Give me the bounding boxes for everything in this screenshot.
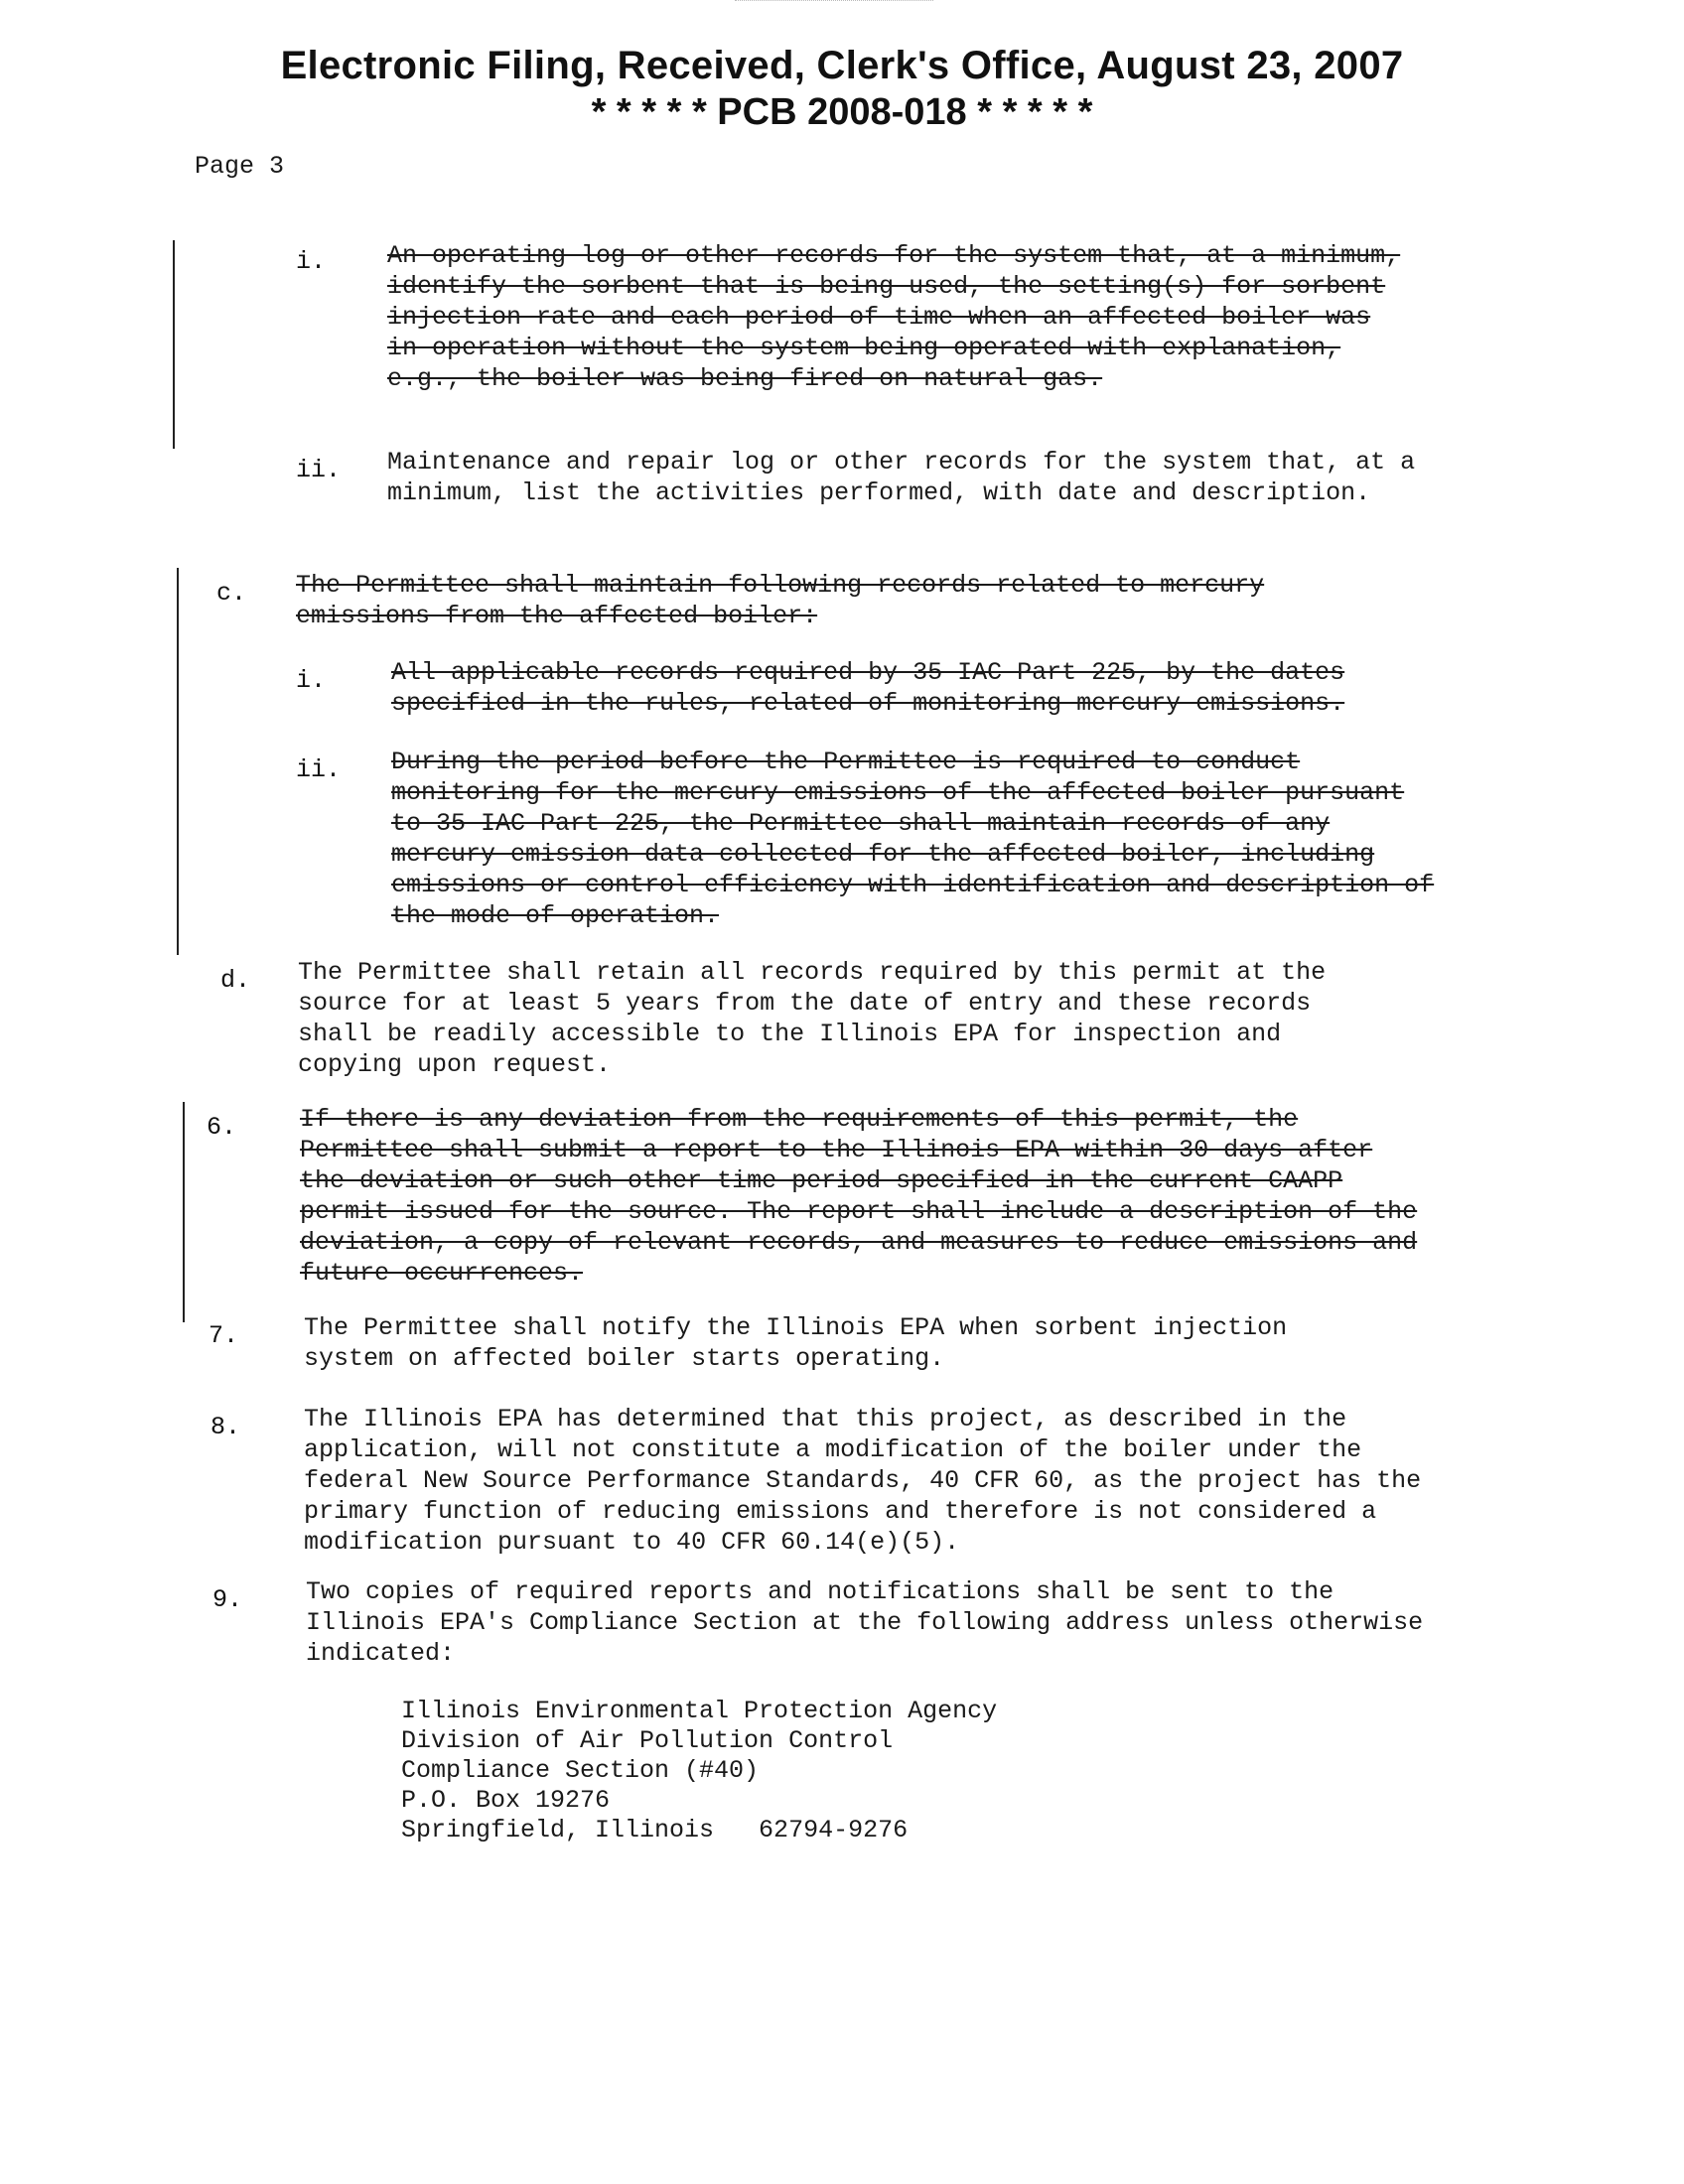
address-line: Illinois Environmental Protection Agency: [401, 1697, 998, 1725]
item-b-ii-text: Maintenance and repair log or other records for the system that, at a minimum, list the activities performed, with date and description.: [387, 448, 1416, 507]
page-label: Page 3: [195, 152, 285, 181]
item-marker: ii.: [296, 456, 342, 484]
item-marker: i.: [296, 247, 327, 276]
item-b-i-text: An operating log or other records for the system that, at a minimum, identify the sorbent that is being used, the setting(s) for sorbent injection rate and each period of time when an affected boiler was in operation without the system being operated with explanation, e.g., the boiler was being fired on natural gas.: [387, 241, 1401, 393]
item-c-ii-text: During the period before the Permittee is required to conduct monitoring for the mercury emissions of the affected boiler pursuant to 35 IAC Part 225, the Permittee shall maintain records of any mercury emission data collected for the affected boiler, including emissions or control efficiency with identification and description of the mode of operation.: [391, 748, 1435, 930]
item-marker: ii.: [296, 755, 342, 784]
address-line: P.O. Box 19276: [401, 1786, 611, 1815]
address-line: Springfield, Illinois 62794-9276: [401, 1816, 909, 1844]
item-marker: c.: [216, 579, 247, 608]
revision-bar: [173, 240, 175, 449]
item-marker: 7.: [209, 1321, 239, 1350]
item-marker: 6.: [207, 1113, 237, 1142]
address-line: Division of Air Pollution Control: [401, 1726, 894, 1755]
revision-bar: [177, 568, 179, 955]
filing-stamp-line2: * * * * * PCB 2008-018 * * * * *: [591, 91, 1093, 133]
item-c-i-text: All applicable records required by 35 IAC Part 225, by the dates specified in the rules, related of monitoring mercury emissions.: [391, 658, 1345, 718]
item-marker: 8.: [210, 1413, 241, 1441]
item-7-text: The Permittee shall notify the Illinois EPA when sorbent injection system on affected boiler starts operating.: [304, 1313, 1288, 1373]
address-line: Compliance Section (#40): [401, 1756, 760, 1785]
item-d-text: The Permittee shall retain all records required by this permit at the source for at least 5 years from the date of entry and these records shall be readily accessible to the Illinois EPA for inspection and copying upon request.: [298, 958, 1327, 1079]
item-marker: 9.: [212, 1585, 243, 1614]
item-marker: i.: [296, 666, 327, 695]
item-9-text: Two copies of required reports and notifications shall be sent to the Illinois EPA's Compliance Section at the following address unless otherwise indicated:: [306, 1577, 1424, 1668]
item-c-text: The Permittee shall maintain following records related to mercury emissions from the affected boiler:: [296, 571, 1265, 630]
item-8-text: The Illinois EPA has determined that this project, as described in the application, will not constitute a modification of the boiler under the federal New Source Performance Standards, 40 CFR 60, as the project has the primary function of reducing emissions and therefore is not considered a modification pursuant to 40 CFR 60.14(e)(5).: [304, 1405, 1422, 1557]
item-6-text: If there is any deviation from the requirements of this permit, the Permittee shall submit a report to the Illinois EPA within 30 days after the deviation or such other time period specified in the current CAAPP permit issued for the source. The report shall include a description of the deviation, a copy of relevant records, and measures to reduce emissions and future occurrences.: [300, 1105, 1418, 1288]
revision-bar: [183, 1102, 185, 1322]
filing-stamp-line1: Electronic Filing, Received, Clerk's Office, August 23, 2007: [280, 44, 1404, 87]
scan-artifact: [735, 0, 933, 7]
item-marker: d.: [220, 966, 251, 995]
